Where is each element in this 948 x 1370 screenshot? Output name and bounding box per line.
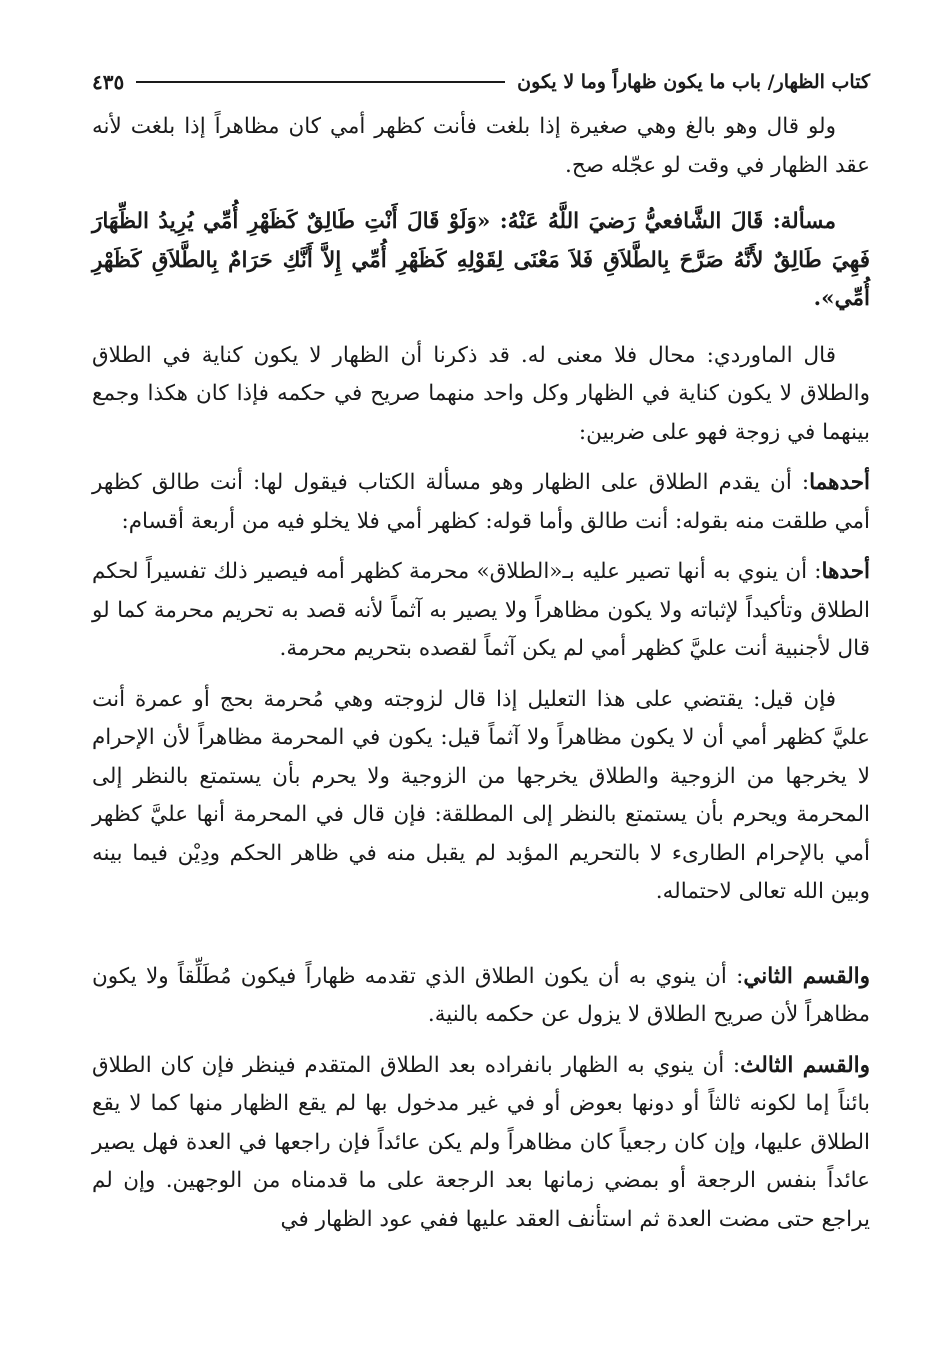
ahaduhuma-lead: أحدهما — [809, 470, 870, 495]
mawardi-text: قال الماوردي: محال فلا معنى له. قد ذكرنا أن الظهار لا يكون كناية في الطلاق والطلاق لا يكون كناية في الظهار وكل واحد منهما صريح في حكمه فإذا كان هكذا وجمع بينهما في زوجة فهو على ضربين: — [92, 342, 870, 445]
second-section-lead: والقسم الثاني — [743, 963, 870, 989]
paragraph-third-section — [92, 1047, 870, 1240]
paragraph-second-section — [92, 958, 870, 1035]
header-rule — [136, 81, 505, 83]
paragraph-mawardi — [92, 337, 870, 453]
second-section-text: : أن ينوي به أن يكون الطلاق الذي تقدمه ظهاراً فيكون مُطَلِّقاً ولا يكون مظاهراً لأن صريح الطلاق لا يزول عن حكمه بالنية. — [92, 963, 870, 1027]
paragraph-1-text: ولو قال وهو بالغ وهي صغيرة إذا بلغت فأنت كظهر أمي كان مظاهراً إذا بلغت لأنه عقد الظهار في وقت لو عجّله صح. — [92, 114, 870, 178]
paragraph-1 — [92, 108, 870, 185]
third-section-lead: والقسم الثالث — [740, 1052, 870, 1078]
book-page — [92, 64, 870, 1239]
paragraph-ahaduhuma — [92, 464, 870, 541]
page-number: ٤٣٥ — [92, 70, 125, 94]
paragraph-objection — [92, 681, 870, 912]
masala-quote: رَضيَ اللَّهُ عَنْهُ: «وَلَوْ قَالَ أَنْتِ طَالِقٌ كَظَهْرِ أُمِّي يُرِيدُ الظِّهَارَ فَهِيَ طَالِقٌ لأَنَّهُ صَرَّحَ بِالطَّلاَقِ فَلاَ مَعْنَى لِقَوْلِهِ كَظَهْرِ أُمِّي إِلاَّ أَنَّكِ حَرَامٌ بِالطَّلاَقِ كَظَهْرِ أُمِّي». — [92, 209, 870, 311]
page-header — [92, 64, 870, 100]
ahaduha-text: : أن ينوي به أنها تصير عليه بـ«الطلاق» محرمة كظهر أمه فيصير ذلك تفسيراً لحكم الطلاق وتأكيداً لإثباته ولا يكون مظاهراً ولا يصير به آثماً لأنه قصد به تحريم محرمة كما لو قال لأجنبية أنت عليَّ كظهر أمي لم يكن آثماً لقصده بتحريم محرمة. — [92, 559, 870, 661]
objection-text: فإن قيل: يقتضي على هذا التعليل إذا قال لزوجته وهي مُحرمة بحج أو عمرة أنت عليَّ كظهر أمي أن لا يكون مظاهراً ولا آثماً قيل: يكون في المحرمة مظاهراً لأن الإحرام لا يخرجها من الزوجية والطلاق يخرجها من الزوجية ولا يحرم بأن يستمتع بالنظر إلى المحرمة ويحرم بأن يستمتع بالنظر إلى المطلقة: فإن قال في المحرمة أنها عليَّ كظهر أمي بالإحرام الطارىء لا بالتحريم المؤبد لم يقبل منه في ظاهر الحكم ودِيْن فيما بينه وبين الله تعالى لاحتماله. — [92, 686, 870, 904]
ahaduhuma-text: : أن يقدم الطلاق على الظهار وهو مسألة الكتاب فيقول لها: أنت طالق كظهر أمي طلقت منه بقوله: أنت طالق وأما قوله: كظهر أمي فلا يخلو فيه من أربعة أقسام: — [92, 470, 870, 534]
running-title: كتاب الظهار/ باب ما يكون ظهاراً وما لا يكون — [517, 71, 870, 93]
ahaduha-lead: أحدها — [821, 559, 870, 584]
paragraph-masala — [92, 203, 870, 319]
third-section-text: : أن ينوي به الظهار بانفراده بعد الطلاق المتقدم فينظر فإن كان الطلاق بائناً إما لكونه ثالثاً أو دونها بعوض أو في غير مدخول بها لم يقع الظهار منها كما لا يقع الطلاق عليها، وإن كان رجعياً كان مظاهراً ولم يكن عائداً فإن راجعها في العدة فهل يصير عائداً بنفس الرجعة أو بمضي زمانها بعد الرجعة على ما قدمناه من الوجهين. وإن لم يراجع حتى مضت العدة ثم استأنف العقد عليها ففي عود الظهار في — [92, 1052, 870, 1232]
masala-lead: مسألة: قَالَ الشَّافعيُّ — [644, 209, 836, 234]
paragraph-ahaduha — [92, 553, 870, 669]
